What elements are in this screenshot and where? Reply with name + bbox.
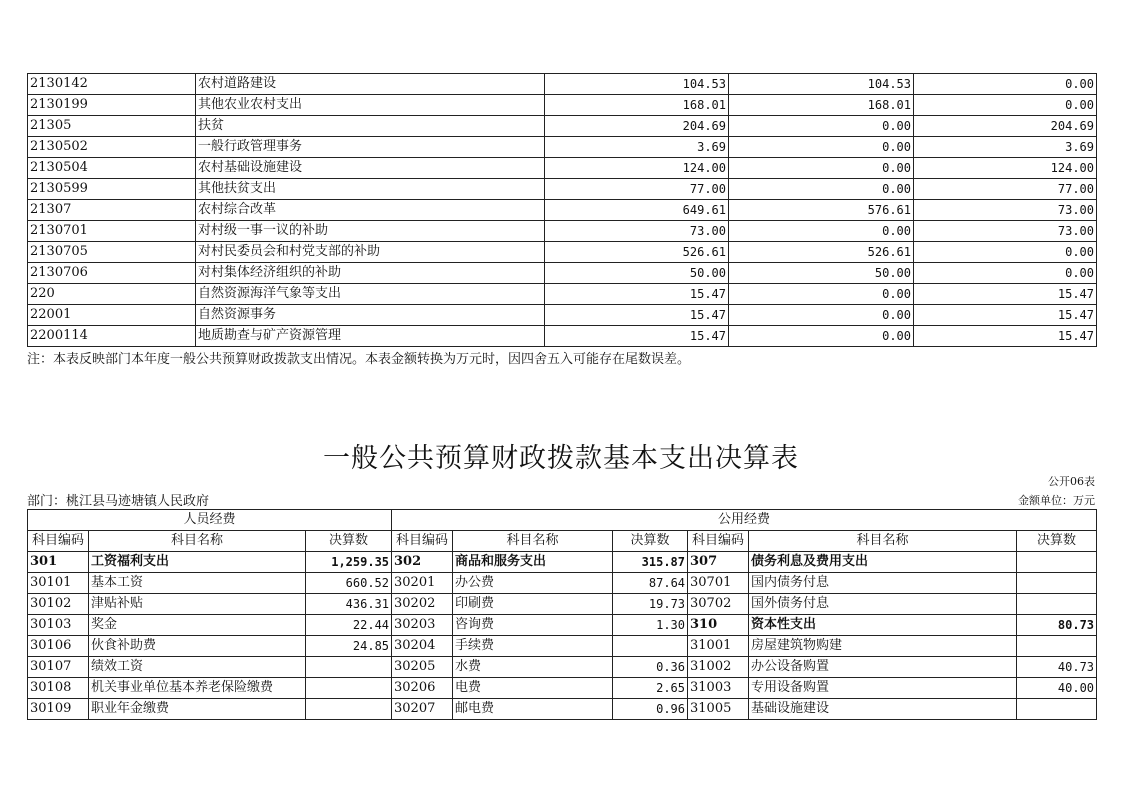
table-row: [28, 221, 1097, 242]
amount: 24.85: [306, 636, 392, 657]
subject-code: 2130199: [28, 95, 196, 116]
subject-code: 21305: [28, 116, 196, 137]
basic-amount: 50.00: [729, 263, 914, 284]
total-amount: 124.00: [545, 158, 729, 179]
table-row: [28, 326, 1097, 347]
basic-amount: 0.00: [729, 221, 914, 242]
table-row: [28, 242, 1097, 263]
amount: 40.00: [1017, 678, 1097, 699]
project-amount: 3.69: [914, 137, 1097, 158]
subject-name: 绩效工资: [89, 657, 306, 678]
project-amount: 204.69: [914, 116, 1097, 137]
subject-name: 债务利息及费用支出: [749, 552, 1017, 573]
col-header-code: 科目编码: [392, 531, 453, 552]
basic-amount: 0.00: [729, 284, 914, 305]
subject-code: 30102: [28, 594, 89, 615]
basic-amount: 526.61: [729, 242, 914, 263]
subject-code: 2130502: [28, 137, 196, 158]
basic-amount: 104.53: [729, 74, 914, 95]
amount: 40.73: [1017, 657, 1097, 678]
amount: 660.52: [306, 573, 392, 594]
amount: 436.31: [306, 594, 392, 615]
table-row: [28, 158, 1097, 179]
subject-code: 307: [688, 552, 749, 573]
subject-name: 农村基础设施建设: [196, 158, 545, 179]
table-row: [28, 179, 1097, 200]
table-row: [28, 594, 1097, 615]
table-row: [28, 657, 1097, 678]
subject-code: 30107: [28, 657, 89, 678]
amount: [306, 657, 392, 678]
table-row: [28, 678, 1097, 699]
total-amount: 15.47: [545, 305, 729, 326]
col-header-amount: 决算数: [306, 531, 392, 552]
subject-name: 对村民委员会和村党支部的补助: [196, 242, 545, 263]
subject-code: 21307: [28, 200, 196, 221]
amount: 2.65: [613, 678, 688, 699]
project-amount: 0.00: [914, 242, 1097, 263]
amount: 19.73: [613, 594, 688, 615]
amount: [1017, 636, 1097, 657]
subject-code: 2130142: [28, 74, 196, 95]
subject-name: 办公设备购置: [749, 657, 1017, 678]
subject-name: 咨询费: [453, 615, 613, 636]
table-row: [28, 699, 1097, 720]
subject-code: 30702: [688, 594, 749, 615]
subject-code: 31001: [688, 636, 749, 657]
subject-code: 2130504: [28, 158, 196, 179]
table-row: [28, 137, 1097, 158]
subject-code: 31002: [688, 657, 749, 678]
total-amount: 50.00: [545, 263, 729, 284]
subject-name: 自然资源海洋气象等支出: [196, 284, 545, 305]
subject-name: 职业年金缴费: [89, 699, 306, 720]
subject-code: 31003: [688, 678, 749, 699]
subject-code: 30203: [392, 615, 453, 636]
table-row: [28, 552, 1097, 573]
table-row: [28, 636, 1097, 657]
subject-name: 农村道路建设: [196, 74, 545, 95]
group-public-header: 公用经费: [392, 510, 1097, 531]
subject-code: 30106: [28, 636, 89, 657]
col-header-code: 科目编码: [688, 531, 749, 552]
subject-code: 2130706: [28, 263, 196, 284]
table-row: [28, 116, 1097, 137]
form-number: 公开06表: [1048, 475, 1095, 488]
total-amount: 15.47: [545, 284, 729, 305]
subject-name: 扶贫: [196, 116, 545, 137]
basic-expenditure-table: [27, 509, 1097, 720]
amount: 22.44: [306, 615, 392, 636]
department-label: 部门：桃江县马迹塘镇人民政府: [27, 494, 210, 509]
subject-name: 对村集体经济组织的补助: [196, 263, 545, 284]
amount: [306, 678, 392, 699]
group-header-row: [28, 510, 1097, 531]
project-amount: 73.00: [914, 221, 1097, 242]
subject-code: 30101: [28, 573, 89, 594]
amount: [1017, 594, 1097, 615]
amount: [613, 636, 688, 657]
project-amount: 124.00: [914, 158, 1097, 179]
subject-name: 机关事业单位基本养老保险缴费: [89, 678, 306, 699]
subject-code: 30204: [392, 636, 453, 657]
amount: [1017, 552, 1097, 573]
amount: 0.96: [613, 699, 688, 720]
subject-name: 国外债务付息: [749, 594, 1017, 615]
project-amount: 73.00: [914, 200, 1097, 221]
subject-code: 30108: [28, 678, 89, 699]
amount: 1,259.35: [306, 552, 392, 573]
subject-code: 30207: [392, 699, 453, 720]
subject-name: 办公费: [453, 573, 613, 594]
subject-name: 基本工资: [89, 573, 306, 594]
subject-code: 22001: [28, 305, 196, 326]
basic-amount: 0.00: [729, 179, 914, 200]
basic-amount: 0.00: [729, 305, 914, 326]
amount: 87.64: [613, 573, 688, 594]
project-amount: 0.00: [914, 74, 1097, 95]
subject-name: 津贴补贴: [89, 594, 306, 615]
subject-code: 30701: [688, 573, 749, 594]
project-amount: 15.47: [914, 284, 1097, 305]
subject-code: 2130599: [28, 179, 196, 200]
amount: 1.30: [613, 615, 688, 636]
basic-amount: 0.00: [729, 137, 914, 158]
subject-name: 基础设施建设: [749, 699, 1017, 720]
table-row: [28, 573, 1097, 594]
subject-name: 对村级一事一议的补助: [196, 221, 545, 242]
subject-name: 电费: [453, 678, 613, 699]
amount: 315.87: [613, 552, 688, 573]
subject-name: 农村综合改革: [196, 200, 545, 221]
total-amount: 3.69: [545, 137, 729, 158]
subject-code: 302: [392, 552, 453, 573]
total-amount: 15.47: [545, 326, 729, 347]
amount: [306, 699, 392, 720]
total-amount: 168.01: [545, 95, 729, 116]
subject-name: 自然资源事务: [196, 305, 545, 326]
group-personnel-header: 人员经费: [28, 510, 392, 531]
basic-amount: 0.00: [729, 158, 914, 179]
basic-amount: 168.01: [729, 95, 914, 116]
project-amount: 15.47: [914, 305, 1097, 326]
table-row: [28, 74, 1097, 95]
subject-code: 30109: [28, 699, 89, 720]
amount: [1017, 573, 1097, 594]
total-amount: 204.69: [545, 116, 729, 137]
total-amount: 649.61: [545, 200, 729, 221]
subject-name: 一般行政管理事务: [196, 137, 545, 158]
project-amount: 15.47: [914, 326, 1097, 347]
subject-name: 商品和服务支出: [453, 552, 613, 573]
subject-code: 301: [28, 552, 89, 573]
table-row: [28, 200, 1097, 221]
subject-name: 水费: [453, 657, 613, 678]
table-row: [28, 305, 1097, 326]
subject-code: 2200114: [28, 326, 196, 347]
project-amount: 0.00: [914, 263, 1097, 284]
subject-code: 220: [28, 284, 196, 305]
expenditure-table-continued: [27, 73, 1097, 347]
subject-code: 30202: [392, 594, 453, 615]
page-title: 一般公共预算财政拨款基本支出决算表: [323, 443, 799, 474]
subject-name: 地质勘查与矿产资源管理: [196, 326, 545, 347]
table-row: [28, 284, 1097, 305]
project-amount: 0.00: [914, 95, 1097, 116]
subject-name: 伙食补助费: [89, 636, 306, 657]
project-amount: 77.00: [914, 179, 1097, 200]
amount: 0.36: [613, 657, 688, 678]
subject-code: 30201: [392, 573, 453, 594]
subject-name: 手续费: [453, 636, 613, 657]
subject-name: 国内债务付息: [749, 573, 1017, 594]
subject-name: 奖金: [89, 615, 306, 636]
subject-name: 房屋建筑物购建: [749, 636, 1017, 657]
total-amount: 526.61: [545, 242, 729, 263]
amount-unit-label: 金额单位：万元: [1018, 494, 1095, 507]
subject-name: 邮电费: [453, 699, 613, 720]
basic-amount: 576.61: [729, 200, 914, 221]
subject-name: 其他扶贫支出: [196, 179, 545, 200]
subject-code: 30206: [392, 678, 453, 699]
col-header-name: 科目名称: [453, 531, 613, 552]
subject-code: 30103: [28, 615, 89, 636]
subject-code: 30205: [392, 657, 453, 678]
col-header-name: 科目名称: [749, 531, 1017, 552]
subject-name: 其他农业农村支出: [196, 95, 545, 116]
col-header-amount: 决算数: [1017, 531, 1097, 552]
subject-name: 印刷费: [453, 594, 613, 615]
table-row: [28, 615, 1097, 636]
col-header-amount: 决算数: [613, 531, 688, 552]
subject-name: 工资福利支出: [89, 552, 306, 573]
col-header-code: 科目编码: [28, 531, 89, 552]
total-amount: 73.00: [545, 221, 729, 242]
total-amount: 104.53: [545, 74, 729, 95]
table-note: 注：本表反映部门本年度一般公共预算财政拨款支出情况。本表金额转换为万元时，因四舍五入可能存在尾数误差。: [27, 352, 691, 367]
table-row: [28, 263, 1097, 284]
subject-name: 资本性支出: [749, 615, 1017, 636]
column-header-row: [28, 531, 1097, 552]
total-amount: 77.00: [545, 179, 729, 200]
subject-name: 专用设备购置: [749, 678, 1017, 699]
basic-amount: 0.00: [729, 116, 914, 137]
subject-code: 310: [688, 615, 749, 636]
table-row: [28, 95, 1097, 116]
amount: [1017, 699, 1097, 720]
amount: 80.73: [1017, 615, 1097, 636]
basic-amount: 0.00: [729, 326, 914, 347]
col-header-name: 科目名称: [89, 531, 306, 552]
subject-code: 2130705: [28, 242, 196, 263]
subject-code: 2130701: [28, 221, 196, 242]
subject-code: 31005: [688, 699, 749, 720]
